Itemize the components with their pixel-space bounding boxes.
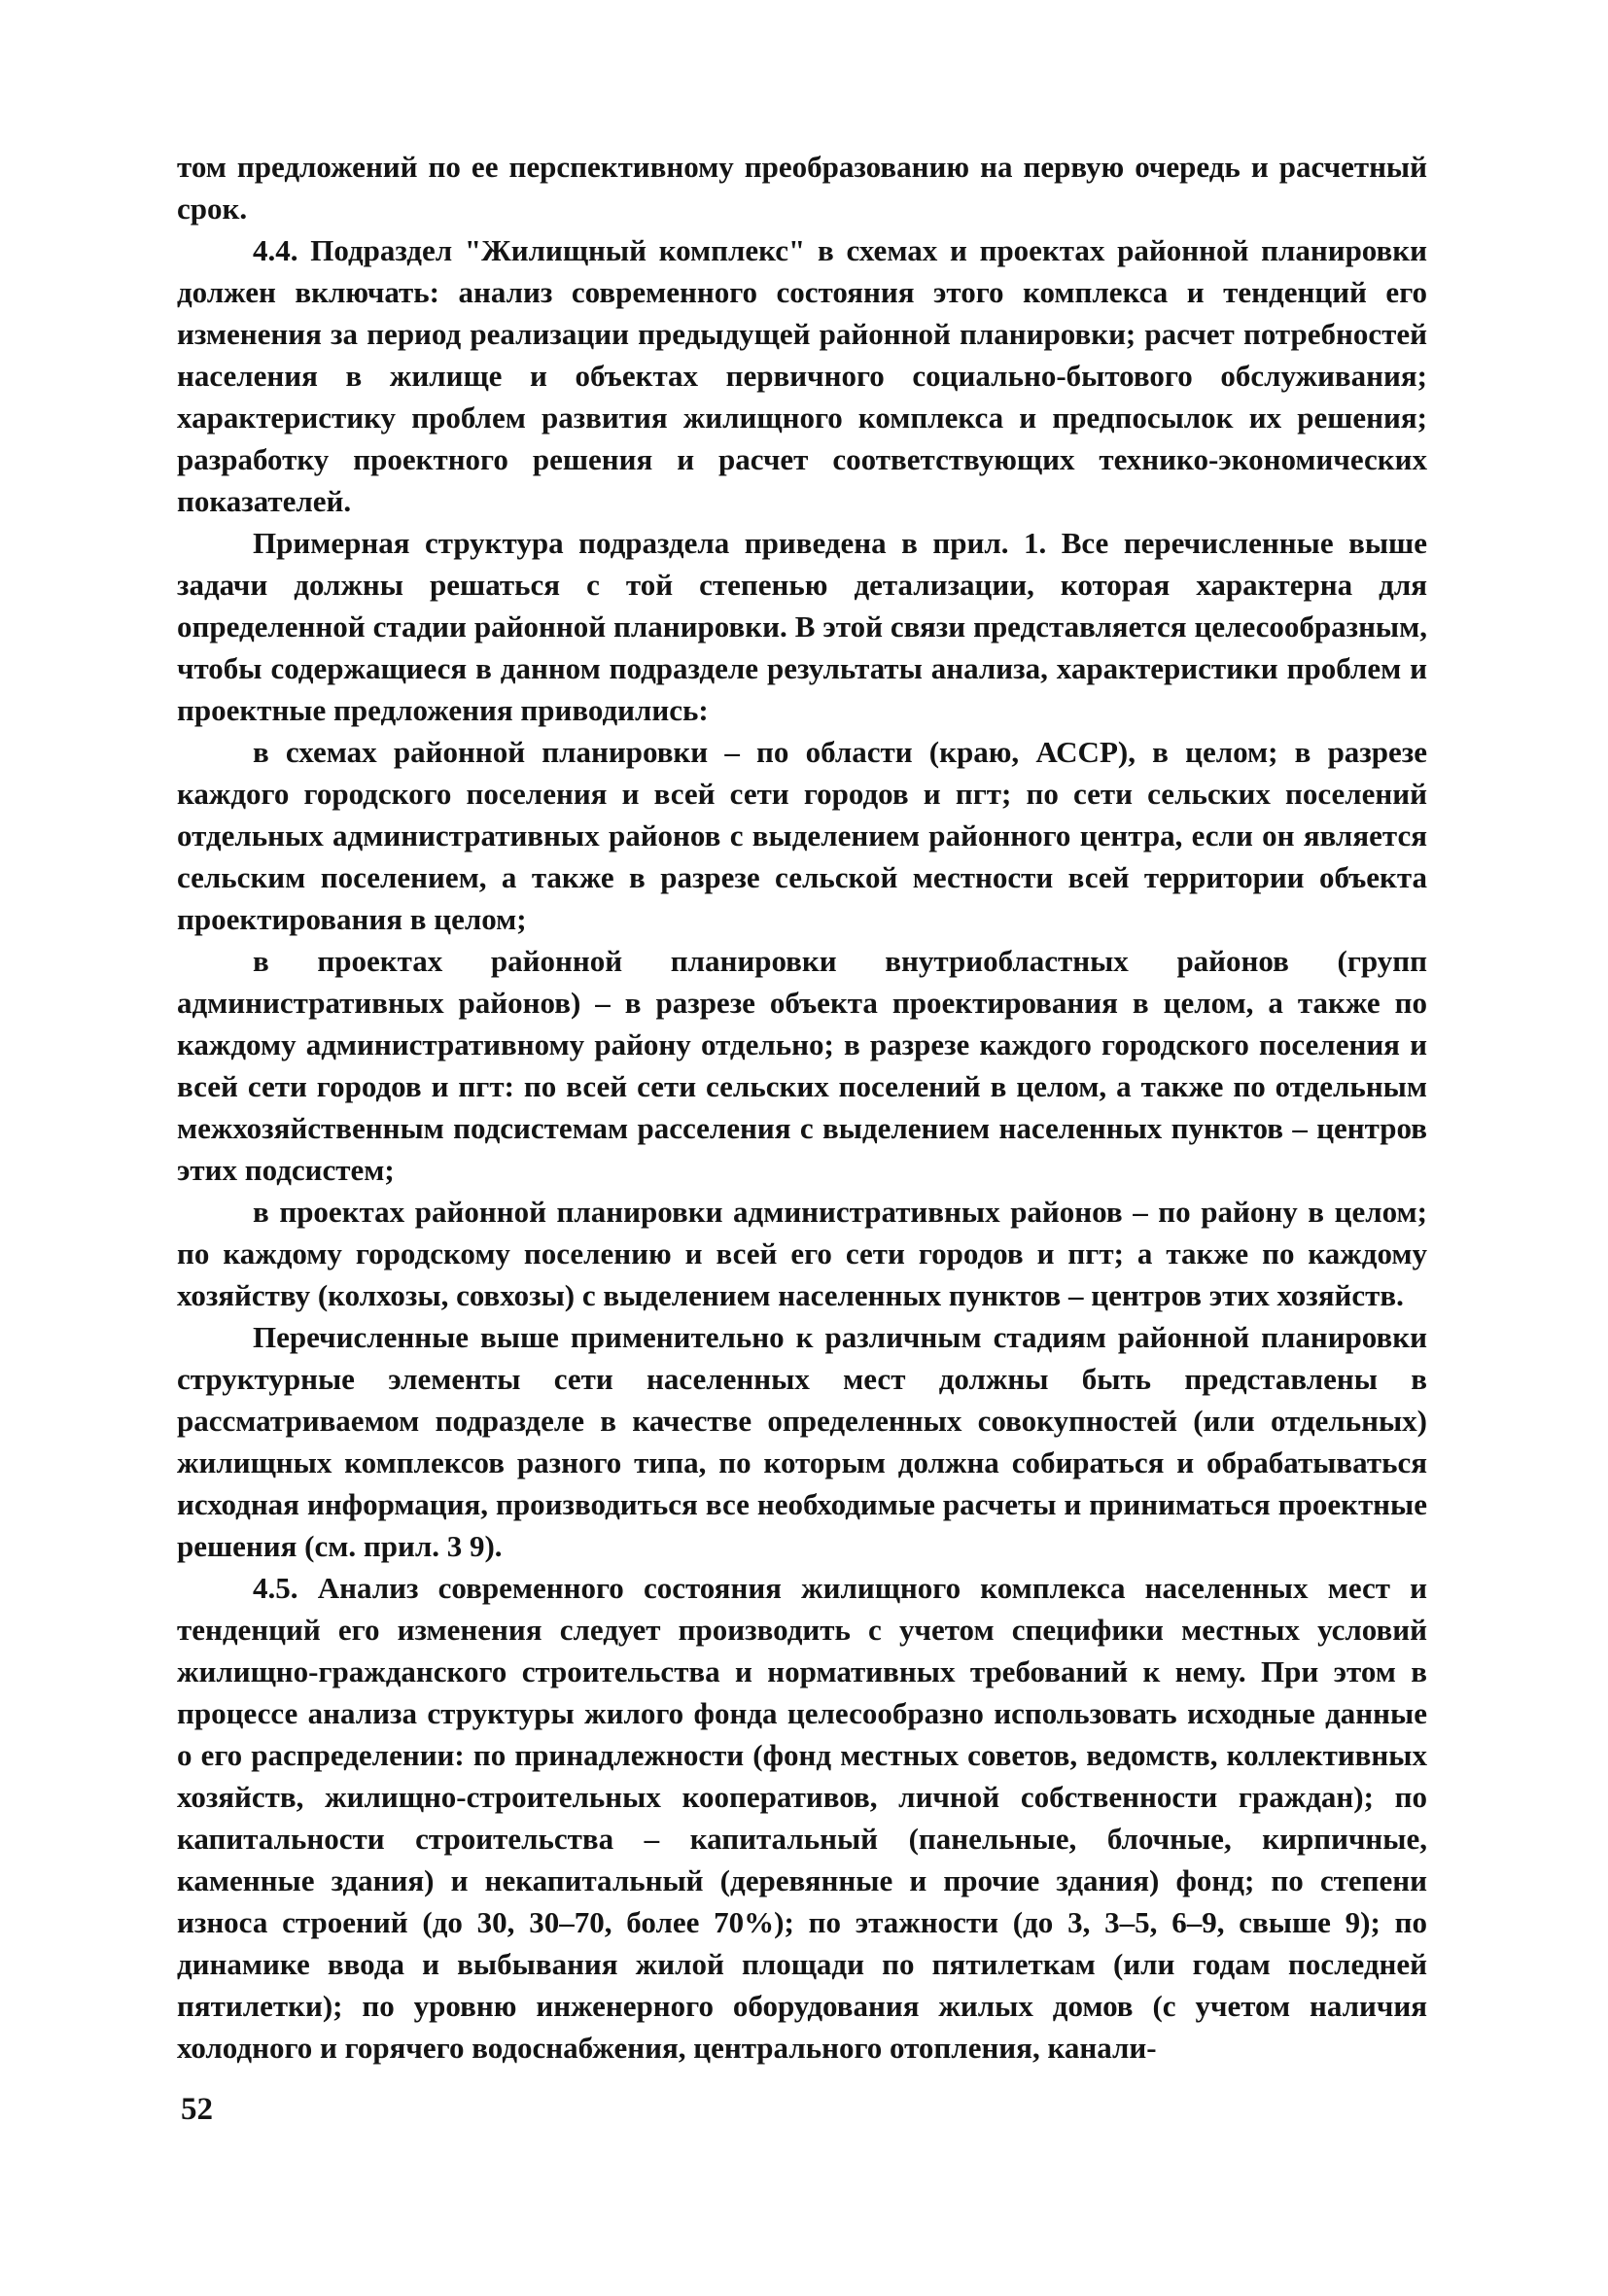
paragraph-5: в проектах районной планировки внутриобластных районов (групп административных районов) – в разрезе объекта проектирования в целом, а также по каждому административному району отдельно; в разрезе каждого городского поселения и всей сети городов и пгт: по всей сети сельских поселений в целом, а также по отдельным межхозяйственным подсистемам расселения с выделением населенных пунктов – центров этих подсистем; [177, 944, 1427, 1187]
paragraph-6: в проектах районной планировки административных районов – по району в целом; по каждому городскому поселению и всей его сети городов и пгт; а также по каждому хозяйству (колхозы, совхозы) с выделением населенных пунктов – центров этих хозяйств. [177, 1195, 1427, 1312]
paragraph-7: Перечисленные выше применительно к различным стадиям районной планировки структурные элементы сети населенных мест должны быть представлены в рассматриваемом подразделе в качестве определенных совокупностей (или отдельных) жилищных комплексов разного типа, по которым должна собираться и обрабатываться исходная информация, производиться все необходимые расчеты и приниматься проектные решения (см. прил. 3 9). [177, 1320, 1427, 1563]
paragraph-1: том предложений по ее перспективному преобразованию на первую очередь и расчетный срок. [177, 150, 1427, 226]
paragraph-2: 4.4. Подраздел "Жилищный комплекс" в схемах и проектах районной планировки должен включать: анализ современного состояния этого комплекса и тенденций его изменения за период реализации предыдущей районной планировки; расчет потребностей населения в жилище и объектах первичного социально-бытового обслуживания; характеристику проблем развития жилищного комплекса и предпосылок их решения; разработку проектного решения и расчет соответствующих технико-экономических показателей. [177, 233, 1427, 518]
paragraph-4: в схемах районной планировки – по области (краю, АССР), в целом; в разрезе каждого городского поселения и всей сети городов и пгт; по сети сельских поселений отдельных административных районов с выделением районного центра, если он является сельским поселением, а также в разрезе сельской местности всей территории объекта проектирования в целом; [177, 735, 1427, 936]
page-body [177, 146, 1427, 2069]
paragraph-8: 4.5. Анализ современного состояния жилищного комплекса населенных мест и тенденций его изменения следует производить с учетом специфики местных условий жилищно-гражданского строительства и нормативных требований к нему. При этом в процессе анализа структуры жилого фонда целесообразно использовать исходные данные о его распределении: по принадлежности (фонд местных советов, ведомств, коллективных хозяйств, жилищно-строительных кооперативов, личной собственности граждан); по капитальности строительства – капитальный (панельные, блочные, кирпичные, каменные здания) и некапитальный (деревянные и прочие здания) фонд; по степени износа строений (до 30, 30–70, более 70%); по этажности (до 3, 3–5, 6–9, свыше 9); по динамике ввода и выбывания жилой площади по пятилеткам (или годам последней пятилетки); по уровню инженерного оборудования жилых домов (с учетом наличия холодного и горячего водоснабжения, центрального отопления, канали- [177, 1571, 1427, 2065]
paragraph-3: Примерная структура подраздела приведена в прил. 1. Все перечисленные выше задачи должны решаться с той степенью детализации, которая характерна для определенной стадии районной планировки. В этой связи представляется целесообразным, чтобы содержащиеся в данном подразделе результаты анализа, характеристики проблем и проектные предложения приводились: [177, 526, 1427, 727]
page-number: 52 [181, 2092, 213, 2127]
